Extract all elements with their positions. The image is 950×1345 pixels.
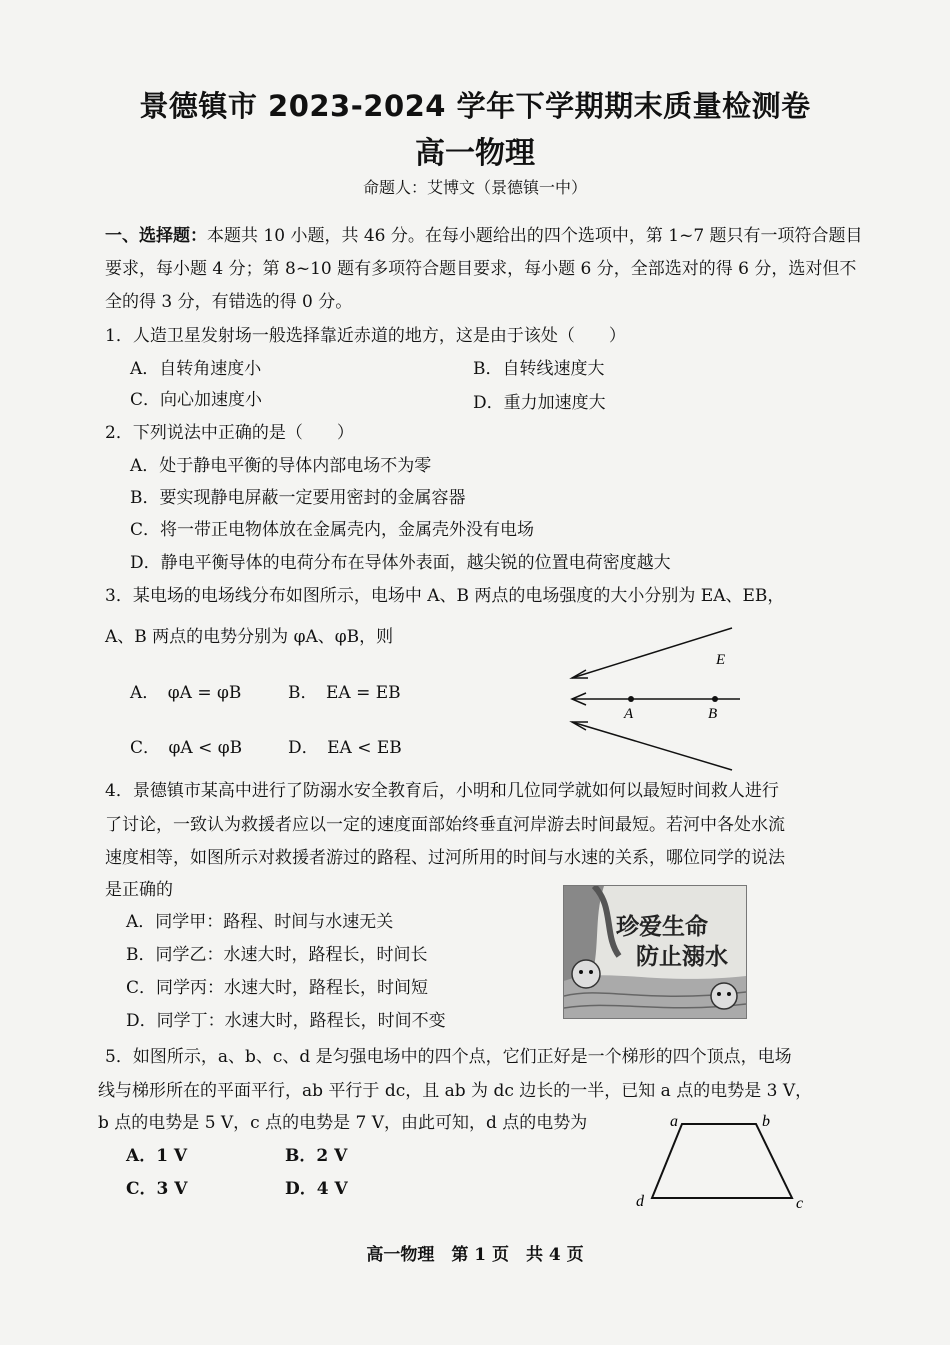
exam-subtitle: 高一物理	[415, 136, 535, 171]
q4-stem-line4: 是正确的	[105, 880, 173, 900]
label-b: B	[708, 706, 718, 722]
q2-option-a: A．处于静电平衡的导体内部电场不为零	[130, 456, 432, 476]
q3-option-d: D． EA < EB	[288, 738, 402, 758]
section-heading: 一、选择题：	[105, 226, 207, 246]
field-line-top	[572, 628, 732, 678]
q4-option-d: D．同学丁：水速大时，路程长，时间不变	[126, 1011, 446, 1031]
vertex-a-label: a	[670, 1113, 678, 1130]
trapezoid-shape	[652, 1124, 792, 1198]
field-line-bottom	[572, 722, 732, 770]
q3-option-b: B． EA = EB	[288, 683, 401, 703]
q4-stem-line2: 了讨论，一致认为救援者应以一定的速度面部始终垂直河岸游去时间最短。若河中各处水流	[105, 815, 785, 835]
q5-stem-line3: b 点的电势是 5 V，c 点的电势是 7 V，由此可知，d 点的电势为	[98, 1113, 588, 1133]
q1-option-c: C．向心加速度小	[130, 390, 263, 410]
q3-stem-line1: 3．某电场的电场线分布如图所示，电场中 A、B 两点的电场强度的大小分别为 EA、EB，	[105, 586, 785, 606]
section-instructions	[105, 220, 865, 319]
q4-option-b: B．同学乙：水速大时，路程长，时间长	[126, 945, 428, 965]
poster-child-right-eye1	[717, 992, 721, 996]
vertex-d-label: d	[636, 1193, 644, 1210]
poster-child-right-eye2	[727, 992, 731, 996]
poster-text-line2: 防止溺水	[636, 944, 728, 970]
q2-option-b: B．要实现静电屏蔽一定要用密封的金属容器	[130, 488, 466, 508]
q4-option-c: C．同学丙：水速大时，路程长，时间短	[126, 978, 429, 998]
q5-option-d: D．4 V	[285, 1179, 348, 1199]
author-line: 命题人：艾博文（景德镇一中）	[362, 178, 587, 197]
q1-option-a: A．自转角速度小	[130, 359, 262, 379]
poster-child-right	[711, 983, 737, 1009]
q5-stem-line1: 5．如图所示，a、b、c、d 是匀强电场中的四个点，它们正好是一个梯形的四个顶点，电场	[105, 1047, 792, 1067]
poster-child-left-eye2	[589, 970, 593, 974]
q2-stem: 2．下列说法中正确的是（ ）	[105, 423, 354, 443]
poster-child-left-eye1	[579, 970, 583, 974]
q5-option-a: A．1 V	[126, 1146, 188, 1166]
poster-child-left	[572, 960, 600, 988]
section-text: 本题共 10 小题，共 46 分。在每小题给出的四个选项中，第 1~7 题只有一项符合题目要求，每小题 4 分；第 8~10 题有多项符合题目要求，每小题 6 分，全部选对的得 6 分，选对但不全的得 3 分，有错选的得 0 分。	[105, 226, 863, 312]
q4-stem-line1: 4．景德镇市某高中进行了防溺水安全教育后，小明和几位同学就如何以最短时间救人进行	[105, 781, 779, 801]
trapezoid-figure	[630, 1108, 810, 1212]
poster-text-line1: 珍爱生命	[616, 914, 708, 940]
point-b-dot	[712, 696, 718, 702]
label-a: A	[624, 706, 634, 722]
exam-title: 景德镇市 2023-2024 学年下学期期末质量检测卷	[139, 89, 811, 123]
page-footer: 高一物理 第 1 页 共 4 页	[366, 1245, 584, 1265]
q5-option-c: C．3 V	[126, 1179, 188, 1199]
label-e: E	[716, 652, 726, 668]
q3-stem-line2: A、B 两点的电势分别为 φA、φB，则	[105, 627, 394, 647]
q5-stem-line2: 线与梯形所在的平面平行，ab 平行于 dc，且 ab 为 dc 边长的一半，已知 a 点的电势是 3 V，	[98, 1081, 813, 1101]
q4-stem-line3: 速度相等，如图所示对救援者游过的路程、过河所用的时间与水速的关系，哪位同学的说法	[105, 848, 785, 868]
vertex-b-label: b	[762, 1113, 770, 1130]
q3-option-a: A． φA = φB	[130, 683, 242, 703]
q4-option-a: A．同学甲：路程、时间与水速无关	[126, 912, 394, 932]
q1-stem: 1．人造卫星发射场一般选择靠近赤道的地方，这是由于该处（ ）	[105, 326, 626, 346]
q1-option-d: D．重力加速度大	[473, 393, 606, 413]
vertex-c-label: c	[796, 1195, 804, 1212]
drowning-poster-image	[563, 885, 747, 1019]
q2-option-c: C．将一带正电物体放在金属壳内，金属壳外没有电场	[130, 520, 535, 540]
q3-option-c: C． φA < φB	[130, 738, 243, 758]
point-a-dot	[628, 696, 634, 702]
q5-option-b: B．2 V	[285, 1146, 348, 1166]
q2-option-d: D．静电平衡导体的电荷分布在导体外表面，越尖锐的位置电荷密度越大	[130, 553, 671, 573]
q1-option-b: B．自转线速度大	[473, 359, 605, 379]
field-lines-figure	[560, 620, 760, 780]
